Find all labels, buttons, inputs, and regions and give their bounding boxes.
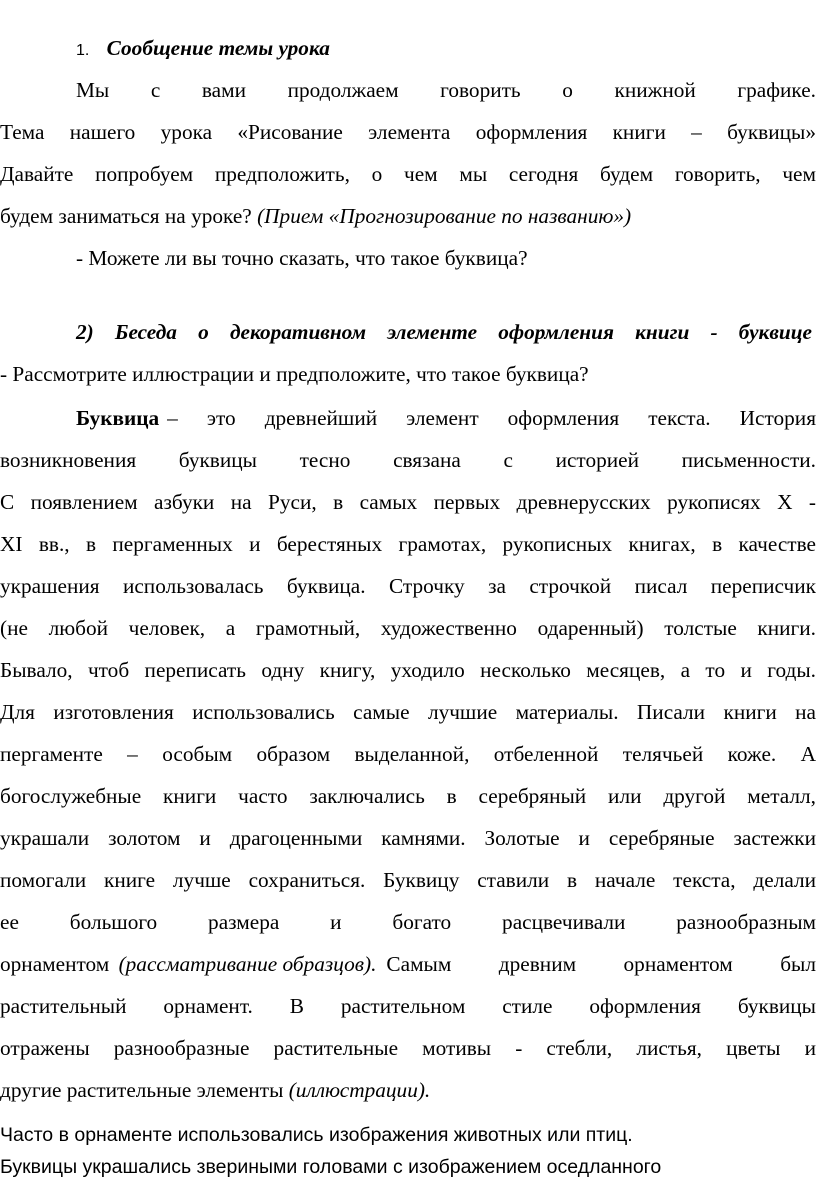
section1-para-line-4-text: будем заниматься на уроке? [0, 204, 252, 228]
section2-line-8: Для изготовления использовались самые лучшие материалы. Писали книги на [0, 700, 816, 724]
section2-line-3: С появлением азбуки на Руси, в самых первых древнерусских рукописях X - [0, 490, 816, 514]
section1-heading: Сообщение темы урока [106, 36, 330, 60]
section2-line-4: XI вв., в пергаменных и берестяных грамотах, рукописных книгах, в качестве [0, 532, 816, 556]
ornament-note: (рассматривание образцов). [118, 952, 377, 976]
section2-line-17 [0, 1078, 816, 1103]
ornament-word: орнаментом [0, 952, 110, 976]
section2-line-16: отражены разнообразные растительные мотивы - стебли, листья, цветы и [0, 1036, 816, 1060]
term-bukvitsa: Буквица [76, 406, 160, 430]
section1-para-note: (Прием «Прогнозирование по названию») [257, 204, 632, 228]
last-line-text: другие растительные элементы [0, 1078, 284, 1102]
section2-line-2: возникновения буквицы тесно связана с историей письменности. [0, 448, 816, 472]
tail-line-1: Часто в орнаменте использовались изображения животных или птиц. [0, 1124, 633, 1146]
section1-para-line-2: Тема нашего урока «Рисование элемента оформления книги – буквицы» [0, 120, 816, 144]
tail-line-2: Буквицы украшались звериными головами с изображением оседланного [0, 1156, 662, 1178]
last-line-note: (иллюстрации). [288, 1078, 431, 1102]
section2-line-1-rest: – это древнейший элемент оформления текста. История [167, 406, 816, 430]
section2-line-11: украшали золотом и драгоценными камнями. Золотые и серебряные застежки [0, 826, 816, 850]
section2-line-1 [76, 406, 816, 431]
section2-line-6: (не любой человек, а грамотный, художественно одаренный) толстые книги. [0, 616, 816, 640]
section2-line-5: украшения использовалась буквица. Строчку за строчкой писал переписчик [0, 574, 816, 598]
section2-line-14 [0, 952, 816, 977]
section2-question: - Рассмотрите иллюстрации и предположите, что такое буквица? [0, 362, 589, 386]
section1-number: 1. [76, 42, 90, 59]
section2-line-15: растительный орнамент. В растительном стиле оформления буквицы [0, 994, 816, 1018]
section1-heading-line [76, 36, 330, 61]
section1-para-line-1: Мы с вами продолжаем говорить о книжной графике. [76, 78, 816, 102]
section1-para-line-3: Давайте попробуем предположить, о чем мы сегодня будем говорить, чем [0, 162, 816, 186]
section1-para-line-4 [0, 204, 816, 229]
section2-heading: 2) Беседа о декоративном элементе оформления книги - буквице [76, 320, 812, 344]
section2-line-9: пергаменте – особым образом выделанной, отбеленной телячьей коже. А [0, 742, 816, 766]
ornament-line-rest: Самым древним орнаментом был [386, 952, 816, 976]
ornament-line-start [0, 952, 376, 977]
section2-line-12: помогали книге лучше сохраниться. Буквицу ставили в начале текста, делали [0, 868, 816, 892]
section2-line-13: ее большого размера и богато расцвечивали разнообразным [0, 910, 816, 934]
section2-line-10: богослужебные книги часто заключались в серебряный или другой металл, [0, 784, 816, 808]
section1-question: - Можете ли вы точно сказать, что такое буквица? [76, 246, 528, 270]
section2-line-7: Бывало, чтоб переписать одну книгу, уходило несколько месяцев, а то и годы. [0, 658, 816, 682]
